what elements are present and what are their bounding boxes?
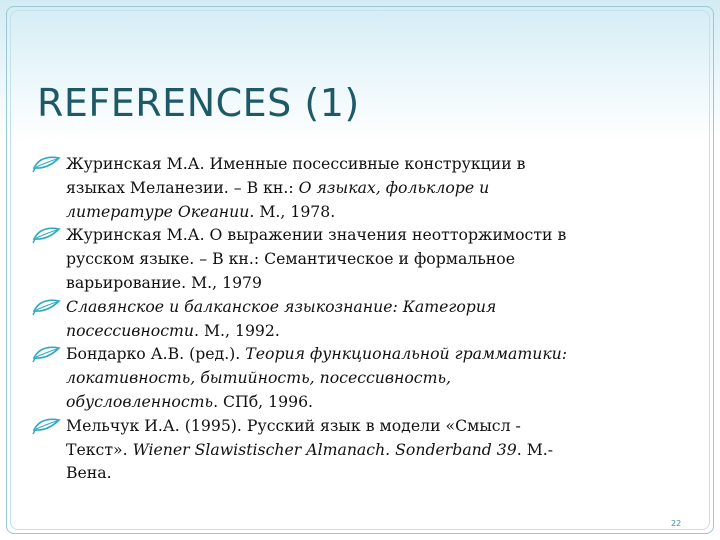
reference-text: . М.- <box>516 439 554 459</box>
reference-item <box>30 152 695 223</box>
leaf-bullet-icon <box>32 225 62 245</box>
reference-line <box>66 319 695 343</box>
reference-text: Бондарко А.В. (ред.). <box>66 344 246 364</box>
reference-line <box>66 271 695 295</box>
reference-text: русском языке. – В кн.: Семантическое и формальное <box>66 249 515 269</box>
reference-italic-text: Славянское и балканское языкознание: Категория <box>66 296 497 316</box>
reference-italic-text: посессивности <box>66 320 194 340</box>
slide-number: 22 <box>671 519 682 528</box>
reference-item <box>30 342 695 413</box>
reference-text: варьирование. М., 1979 <box>66 272 263 292</box>
reference-line <box>66 461 695 485</box>
reference-text: . М., 1992. <box>193 320 280 340</box>
reference-italic-text: О языках, фольклоре и <box>298 177 490 197</box>
reference-text: Текст». <box>66 439 133 459</box>
reference-italic-text: обусловленность <box>66 391 214 411</box>
reference-italic-text: Теория функциональной грамматики: <box>245 344 568 364</box>
reference-line <box>66 200 695 224</box>
leaf-bullet-icon <box>32 416 62 436</box>
reference-line <box>66 342 695 366</box>
reference-italic-text: литературе Океании <box>66 201 250 221</box>
reference-italic-text: Wiener Slawistischer Almanach. Sonderband 39 <box>132 439 517 459</box>
reference-line <box>66 152 695 176</box>
reference-line <box>66 390 695 414</box>
reference-item <box>30 295 695 343</box>
reference-line <box>66 247 695 271</box>
reference-text: . М., 1978. <box>249 201 336 221</box>
slide-title: REFERENCES (1) <box>37 81 360 125</box>
reference-line <box>66 414 695 438</box>
reference-text: Мельчук И.А. (1995). Русский язык в модели «Смысл - <box>66 415 521 435</box>
reference-line <box>66 223 695 247</box>
reference-item <box>30 414 695 485</box>
reference-text: Вена. <box>66 463 112 483</box>
leaf-bullet-icon <box>32 297 62 317</box>
reference-line <box>66 176 695 200</box>
reference-line <box>66 366 695 390</box>
leaf-bullet-icon <box>32 154 62 174</box>
reference-text: Журинская М.А. Именные посессивные конструкции в <box>66 154 526 173</box>
reference-text: Журинская М.А. О выражении значения неотторжимости в <box>66 225 567 245</box>
reference-item <box>30 223 695 294</box>
reference-text: языках Меланезии. – В кн.: <box>66 177 299 197</box>
reference-italic-text: локативность, бытийность, посессивность, <box>66 368 451 388</box>
references-list <box>30 152 695 485</box>
reference-line <box>66 295 695 319</box>
leaf-bullet-icon <box>32 344 62 364</box>
reference-line <box>66 438 695 462</box>
reference-text: . СПб, 1996. <box>213 391 314 411</box>
